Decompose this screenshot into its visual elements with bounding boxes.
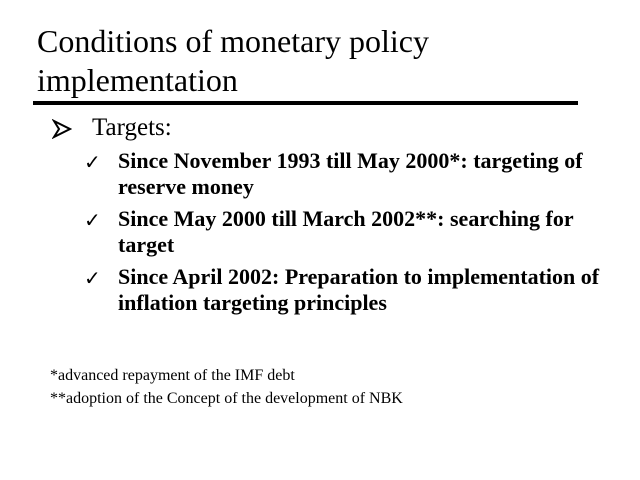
list-item <box>84 264 624 322</box>
bullet-targets <box>52 113 172 143</box>
checkmark-icon: ✓ <box>84 150 101 174</box>
slide-title: Conditions of monetary policy implementation <box>37 23 429 98</box>
footnote: *advanced repayment of the IMF debt <box>50 367 295 384</box>
list-item <box>84 148 624 206</box>
bullet-label: Targets: <box>92 114 172 141</box>
arrow-bullet-icon <box>52 113 92 143</box>
footnote: **adoption of the Concept of the development of NBK <box>50 390 403 407</box>
target-list <box>84 148 624 322</box>
title-underline <box>33 101 578 105</box>
list-item-text: Since May 2000 till March 2002**: searching for target <box>118 206 574 257</box>
footnotes <box>50 364 403 410</box>
list-item-text: Since April 2002: Preparation to implementation of inflation targeting principles <box>118 264 600 315</box>
list-item-text: Since November 1993 till May 2000*: targeting of reserve money <box>118 148 583 199</box>
checkmark-icon: ✓ <box>84 266 101 290</box>
list-item <box>84 206 624 264</box>
checkmark-icon: ✓ <box>84 208 101 232</box>
